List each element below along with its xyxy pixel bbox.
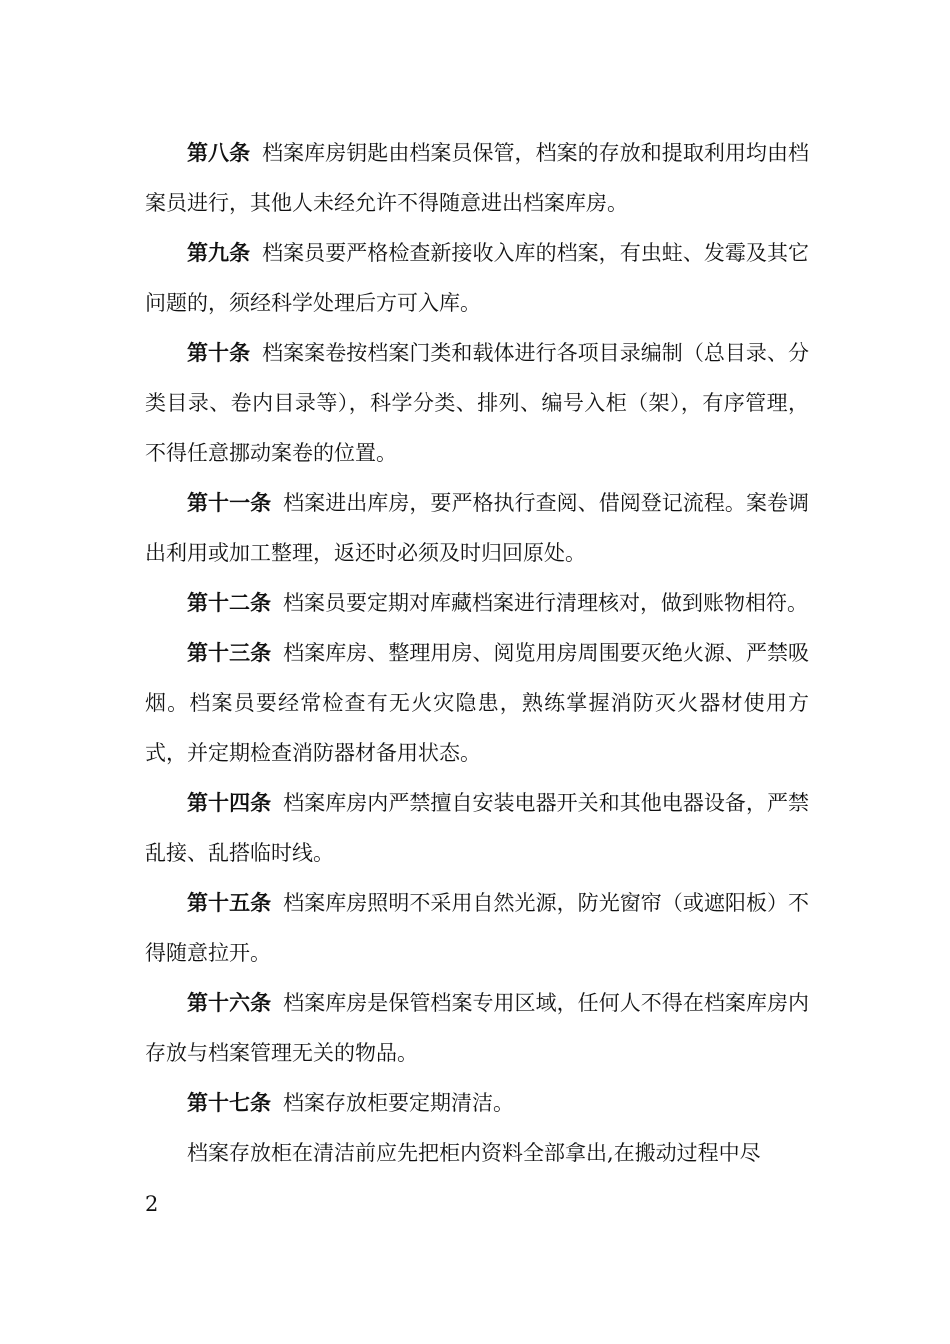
article-title: 第八条 bbox=[187, 141, 251, 165]
article-text: 档案存放柜要定期清洁。 bbox=[283, 1091, 514, 1115]
article-15 bbox=[145, 878, 809, 978]
article-text: 档案员要定期对库藏档案进行清理核对，做到账物相符。 bbox=[283, 591, 808, 615]
article-title: 第十条 bbox=[187, 341, 251, 365]
page-number: 2 bbox=[145, 1192, 159, 1216]
article-title: 第十七条 bbox=[187, 1091, 271, 1115]
article-9 bbox=[145, 228, 809, 328]
article-10 bbox=[145, 328, 809, 478]
article-title: 第十五条 bbox=[187, 891, 272, 915]
article-13 bbox=[145, 628, 809, 778]
article-text: 档案库房、整理用房、阅览用房周围要灭绝火源、严禁吸烟。档案员要经常检查有无火灾隐患，熟练掌握消防灭火器材使用方式，并定期检查消防器材备用状态。 bbox=[145, 641, 810, 765]
article-14 bbox=[145, 778, 809, 878]
article-title: 第十二条 bbox=[187, 591, 271, 615]
article-title: 第十六条 bbox=[187, 991, 272, 1015]
document-body bbox=[145, 128, 809, 1178]
article-12 bbox=[145, 578, 809, 628]
article-text: 档案进出库房，要严格执行查阅、借阅登记流程。案卷调出利用或加工整理，返还时必须及时归回原处。 bbox=[145, 491, 810, 565]
article-17 bbox=[145, 1078, 809, 1128]
final-paragraph: 档案存放柜在清洁前应先把柜内资料全部拿出,在搬动过程中尽 bbox=[187, 1141, 761, 1165]
article-title: 第十四条 bbox=[187, 791, 272, 815]
article-title: 第十一条 bbox=[187, 491, 272, 515]
article-text: 档案库房照明不采用自然光源，防光窗帘（或遮阳板）不得随意拉开。 bbox=[145, 891, 810, 965]
article-title: 第十三条 bbox=[187, 641, 272, 665]
article-text: 档案库房是保管档案专用区域，任何人不得在档案库房内存放与档案管理无关的物品。 bbox=[145, 991, 810, 1065]
article-title: 第九条 bbox=[187, 241, 251, 265]
article-text: 档案库房内严禁擅自安装电器开关和其他电器设备，严禁乱接、乱搭临时线。 bbox=[145, 791, 810, 865]
article-text: 档案员要严格检查新接收入库的档案，有虫蛀、发霉及其它问题的，须经科学处理后方可入库。 bbox=[145, 241, 809, 315]
article-11 bbox=[145, 478, 809, 578]
article-text: 档案案卷按档案门类和载体进行各项目录编制（总目录、分类目录、卷内目录等），科学分类、排列、编号入柜（架），有序管理，不得任意挪动案卷的位置。 bbox=[145, 341, 809, 465]
article-text: 档案库房钥匙由档案员保管，档案的存放和提取利用均由档案员进行，其他人未经允许不得随意进出档案库房。 bbox=[145, 141, 809, 215]
article-8 bbox=[145, 128, 809, 228]
article-16 bbox=[145, 978, 809, 1078]
